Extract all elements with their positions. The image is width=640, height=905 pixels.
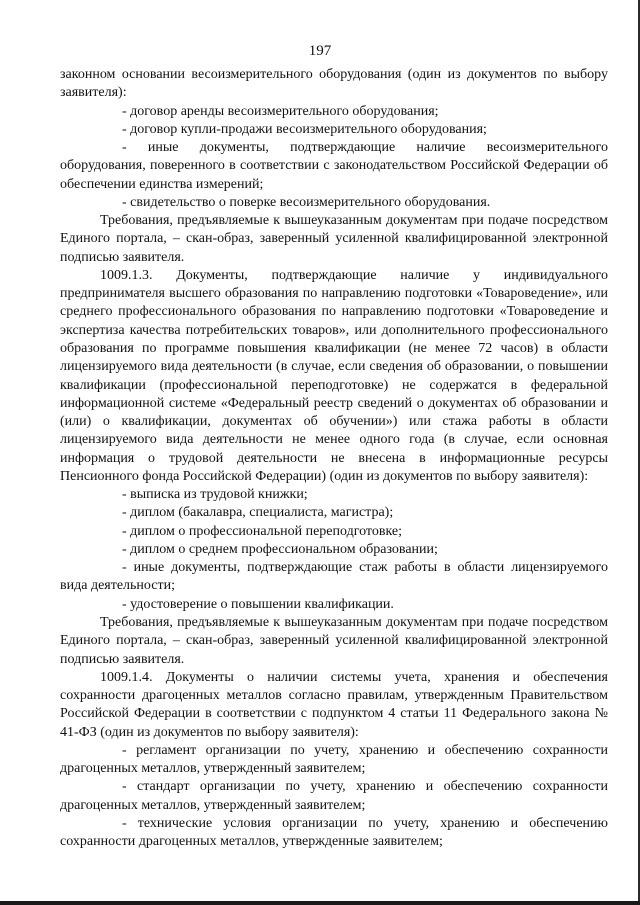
list-item: - удостоверение о повышении квалификации. [122, 596, 394, 612]
document-body [60, 66, 608, 851]
paragraph: 1009.1.4. Документы о наличии системы учета, хранения и обеспечения сохранности драгоценных металлов согласно правилам, утвержденным Правительством Российской Федерации в соответствии с подпунктом 4 статьи 11 Федерального закона № 41-ФЗ (один из документов по выбору заявителя): [60, 669, 608, 740]
list-item: - договор купли-продажи весоизмерительного оборудования; [122, 121, 487, 137]
paragraph: 1009.1.3. Документы, подтверждающие наличие у индивидуального предпринимателя высшего образования по направлению подготовки «Товароведение», или среднего профессионального образования по направлению подготовки «Товароведение и экспертиза качества потребительских товаров», или дополнительного профессионального образования по программе повышения квалификации (не менее 72 часов) в области лицензируемого вида деятельности (в случае, если сведения об образовании, о повышении квалификации (профессиональной переподготовке) не содержатся в федеральной информационной системе «Федеральный реестр сведений о документах об образовании и (или) о квалификации, документах об обучении») или стажа работы в области лицензируемого вида деятельности не менее одного года (в случае, если основная информация о трудовой деятельности не внесена в информационные ресурсы Пенсионного фонда Российской Федерации) (один из документов по выбору заявителя): [60, 267, 608, 484]
list-item: - договор аренды весоизмерительного оборудования; [122, 103, 439, 119]
list-item: - иные документы, подтверждающие наличие весоизмерительного оборудования, поверенного в соответствии с законодательством Российской Федерации об обеспечении единства измерений; [60, 140, 608, 192]
paragraph: Требования, предъявляемые к вышеуказанным документам при подаче посредством Единого портала, – скан-образ, заверенный усиленной квалифицированной электронной подписью заявителя. [60, 213, 608, 265]
list-item: - выписка из трудовой книжки; [122, 487, 308, 503]
list-item: - свидетельство о поверке весоизмерительного оборудования. [122, 194, 491, 210]
list-item: - диплом (бакалавра, специалиста, магистра); [122, 505, 394, 521]
page-number: 197 [308, 43, 332, 59]
scan-edge-bottom [0, 901, 640, 905]
list-item: - иные документы, подтверждающие стаж работы в области лицензируемого вида деятельности; [60, 560, 608, 594]
paragraph: законном основании весоизмерительного оборудования (один из документов по выбору заявителя): [60, 67, 608, 101]
list-item: - диплом о профессиональной переподготовке; [122, 523, 403, 539]
list-item: - диплом о среднем профессиональном образовании; [122, 541, 438, 557]
list-item: - стандарт организации по учету, хранению и обеспечению сохранности драгоценных металлов, утвержденный заявителем; [60, 779, 608, 813]
paragraph: Требования, предъявляемые к вышеуказанным документам при подаче посредством Единого портала, – скан-образ, заверенный усиленной квалифицированной электронной подписью заявителя. [60, 614, 608, 667]
list-item: - технические условия организации по учету, хранению и обеспечению сохранности драгоценных металлов, утвержденные заявителем; [60, 815, 608, 850]
list-item: - регламент организации по учету, хранению и обеспечению сохранности драгоценных металлов, утвержденный заявителем; [60, 742, 608, 777]
